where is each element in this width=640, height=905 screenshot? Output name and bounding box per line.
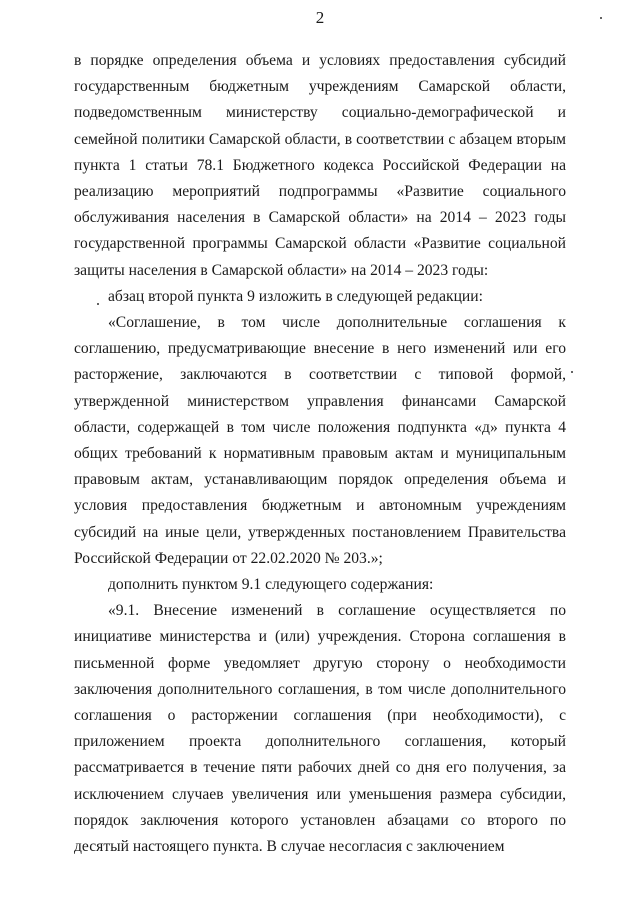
- paragraph-amendment-intro: абзац второй пункта 9 изложить в следующей редакции:: [108, 287, 483, 305]
- paragraph-addition-intro: дополнить пунктом 9.1 следующего содержания:: [108, 576, 434, 594]
- scan-speck: [600, 17, 602, 19]
- page-number: 2: [315, 8, 325, 27]
- document-body: [74, 48, 566, 860]
- paragraph-agreement-clause: «Соглашение, в том числе дополнительные соглашения к соглашению, предусматривающие внесение в него изменений или его расторжение, заключаются в соответствии с типовой формой, утвержденной министерством управления финансами Самарской области, содержащей в том числе положения подпункта «д» пункта 4 общих требований к нормативным правовым актам и муниципальным правовым актам, устанавливающим порядок определения объема и условия предоставления бюджетным и автономным учреждениям субсидий на иные цели, утвержденных постановлением Правительства Российской Федерации от 22.02.2020 № 203.»;: [74, 314, 566, 567]
- paragraph-clause-9-1: «9.1. Внесение изменений в соглашение осуществляется по инициативе министерства и (или) учреждения. Сторона соглашения в письменной форме уведомляет другую сторону о необходимости заключения дополнительного соглашения, в том числе дополнительного соглашения о расторжении соглашения (при необходимости), с приложением проекта дополнительного соглашения, который рассматривается в течение пяти рабочих дней со дня его получения, за исключением случаев увеличения или уменьшения размера субсидии, порядок заключения которого установлен абзацами со второго по десятый настоящего пункта. В случае несогласия с заключением: [74, 602, 566, 856]
- paragraph-continued: в порядке определения объема и условиях предоставления субсидий государственным бюджетным учреждениям Самарской области, подведомственным министерству социально-демографической и семейной политики Самарской области, в соответствии с абзацем вторым пункта 1 статьи 78.1 Бюджетного кодекса Российской Федерации на реализацию мероприятий подпрограммы «Развитие социального обслуживания населения в Самарской области» на 2014 – 2023 годы государственной программы Самарской области «Развитие социальной защиты населения в Самарской области» на 2014 – 2023 годы:: [74, 52, 566, 279]
- scan-speck: [571, 371, 573, 373]
